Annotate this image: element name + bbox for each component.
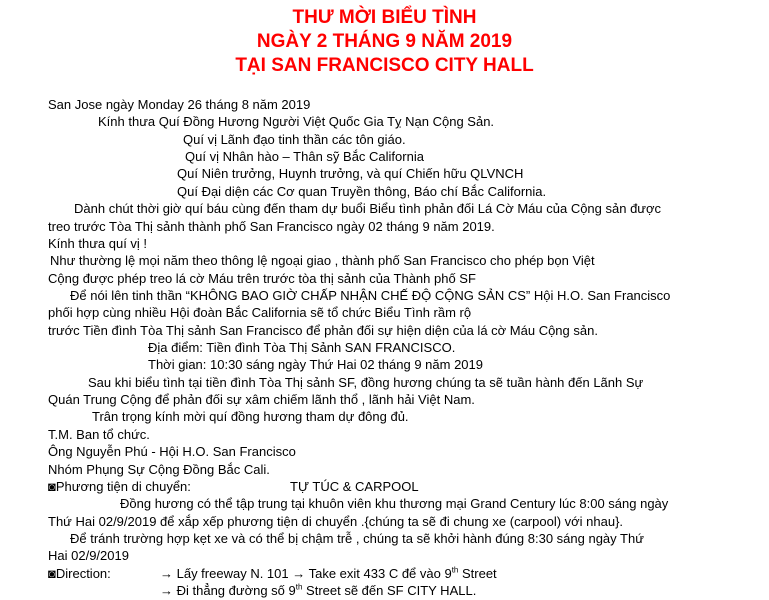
ordinal-suffix: th — [451, 565, 459, 575]
bullet-icon: ◙ — [48, 565, 56, 581]
paragraph-5-line-2: Thứ Hai 02/9/2019 để xắp xếp phương tiện di chuyển .{chúng ta sẽ đi chung xe (carpool) với nhau}. — [48, 513, 624, 529]
direction-step-1-end: Street — [458, 565, 497, 581]
paragraph-3-line-1: Để nói lên tinh thần “KHÔNG BAO GIỜ CHẤP NHẬN CHẾ ĐỘ CỘNG SẢN CS” Hội H.O. San Francisco — [70, 287, 671, 303]
bullet-icon: ◙ — [48, 478, 56, 494]
paragraph-5-line-1: Đồng hương có thể tập trung tại khuôn viên khu thương mại Grand Century lúc 8:00 sáng ngày — [120, 496, 669, 512]
direction-step-2-text: → Đi thẳng đường số 9 — [160, 583, 296, 598]
signature-line-3: Nhóm Phụng Sự Cộng Đồng Bắc Cali. — [48, 461, 270, 477]
paragraph-2-line-1: Như thường lệ mọi năm theo thông lệ ngoại giao , thành phố San Francisco cho phép bọn Việt — [50, 253, 595, 269]
title-line-3: TẠI SAN FRANCISCO CITY HALL — [235, 55, 534, 76]
paragraph-3-line-3: trước Tiền đình Tòa Thị sảnh San Francisco để phản đối sự hiện diện của lá cờ Máu Cộng sản. — [48, 322, 598, 338]
paragraph-6-line-1: Để tránh trường hợp kẹt xe và có thể bị chậm trễ , chúng ta sẽ khởi hành đúng 8:30 sáng ngày Thứ — [70, 530, 644, 546]
title-line-1: THƯ MỜI BIỂU TÌNH — [292, 7, 477, 28]
paragraph-1-line-1: Dành chút thời giờ quí báu cùng đến tham dự buổi Biểu tình phản đối Lá Cờ Máu của Cộng sản được — [74, 201, 662, 217]
signature-line-2: Ông Nguyễn Phú - Hội H.O. San Francisco — [48, 444, 296, 460]
location-line: Địa điểm: Tiền đình Tòa Thị Sảnh SAN FRANCISCO. — [148, 340, 456, 355]
date-line: San Jose ngày Monday 26 tháng 8 năm 2019 — [48, 97, 311, 112]
direction-step-1 — [160, 564, 497, 583]
direction-step-1-text: → Lấy freeway N. 101 → Take exit 433 C để vào 9 — [160, 565, 452, 581]
ordinal-suffix: th — [295, 582, 303, 592]
direction-label: Direction: — [55, 565, 111, 581]
kinh-thua-line: Kính thưa quí vị ! — [48, 235, 148, 251]
greeting-line-3: Quí vị Nhân hào – Thân sỹ Bắc California — [185, 149, 424, 165]
greeting-line-1: Kính thưa Quí Đồng Hương Người Việt Quốc Gia Tỵ Nạn Cộng Sản. — [98, 114, 495, 130]
time-line: Thời gian: 10:30 sáng ngày Thứ Hai 02 tháng 9 năm 2019 — [148, 357, 483, 373]
paragraph-6-line-2: Hai 02/9/2019 — [48, 548, 129, 564]
transport-label: Phương tiện di chuyển: — [55, 478, 191, 494]
greeting-line-2: Quí vị Lãnh đạo tinh thần các tôn giáo. — [183, 131, 406, 147]
greeting-line-5: Quí Đại diện các Cơ quan Truyền thông, Báo chí Bắc California. — [177, 183, 547, 199]
greeting-line-4: Quí Niên trưởng, Huynh trưởng, và quí Chiến hữu QLVNCH — [177, 166, 524, 182]
direction-step-2 — [160, 581, 476, 600]
transport-line — [48, 477, 191, 496]
direction-step-2-end: Street sẽ đến SF CITY HALL. — [302, 583, 477, 598]
paragraph-2-line-2: Cộng được phép treo lá cờ Máu trên trước tòa thị sảnh của Thành phố SF — [48, 270, 476, 286]
signature-line-1: T.M. Ban tổ chức. — [48, 426, 150, 442]
direction-line — [48, 564, 111, 583]
transport-value: TỰ TÚC & CARPOOL — [290, 478, 419, 494]
invite-line: Trân trọng kính mời quí đồng hương tham dự đông đủ. — [92, 409, 409, 425]
paragraph-1-line-2: treo trước Tòa Thị sảnh thành phố San Francisco ngày 02 tháng 9 năm 2019. — [48, 218, 495, 234]
paragraph-4-line-1: Sau khi biểu tình tại tiền đình Tòa Thị sảnh SF, đồng hương chúng ta sẽ tuần hành đến Lãnh Sự — [88, 374, 644, 390]
paragraph-4-line-2: Quán Trung Cộng để phản đối sự xâm chiếm lãnh thổ , lãnh hải Việt Nam. — [48, 392, 475, 408]
paragraph-3-line-2: phối hợp cùng nhiều Hội đoàn Bắc California sẽ tổ chức Biểu Tình rầm rộ — [48, 305, 472, 321]
title-line-2: NGÀY 2 THÁNG 9 NĂM 2019 — [256, 31, 513, 52]
